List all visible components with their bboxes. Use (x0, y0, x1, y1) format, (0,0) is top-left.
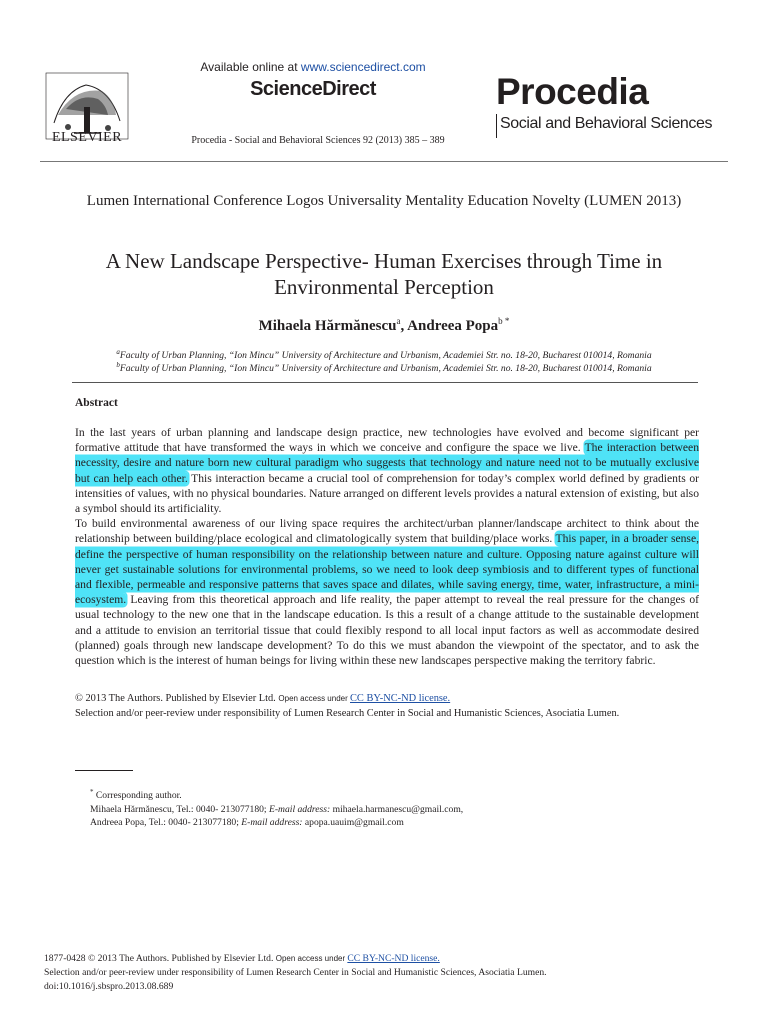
available-prefix: Available online at (200, 60, 301, 74)
affiliation-b-text: Faculty of Urban Planning, “Ion Mincu” University of Architecture and Urbanism, Academiei Str. no. 18-20, Bucharest 010014, Romania (119, 363, 652, 375)
abstract-p1-text-a: In the last years of urban planning and landscape design practice, new technologies have evolved and become significant per formative attitude that have transformed the ways in which we conceive and configure the space we live. (75, 426, 699, 455)
paper-title: A New Landscape Perspective- Human Exercises through Time in Environmental Perception (105, 249, 663, 299)
footnote-line-2-a: Andreea Popa, Tel.: 0040- 213077180; (90, 817, 242, 829)
abstract-p2-text-a: To build environmental awareness of our living space requires the architect/urban planner/landscape architect to think about the relationship between building/place ecological and climatologically system that building/place works. (75, 517, 699, 546)
footnote-divider (75, 770, 133, 771)
footnote-line-1-a: Mihaela Hărmănescu, Tel.: 0040- 213077180; (90, 803, 269, 815)
license-link[interactable]: CC BY-NC-ND license. (350, 693, 451, 704)
license-line (75, 692, 715, 707)
license-review: Selection and/or peer-review under responsibility of Lumen Research Center in Social and Humanistic Sciences, Asociatia Lumen. (75, 707, 620, 719)
conference-name: Lumen International Conference Logos Universality Mentality Education Novelty (LUMEN 2013) (86, 193, 682, 209)
license-copyright: © 2013 The Authors. Published by Elsevier Ltd. (75, 693, 279, 704)
footer-doi: doi:10.1016/j.sbspro.2013.08.689 (44, 980, 174, 992)
procedia-subtitle: Social and Behavioral Sciences (500, 115, 713, 132)
abstract-p1-highlight: The interaction between necessity, desire and nature born new cultural paradigm who suggests that technology and nature need not to be mutually exclusive but can help each other. (75, 441, 699, 485)
footnote-label-line (90, 786, 690, 803)
abstract-body (75, 425, 699, 668)
abstract-p2-text-b: Leaving from this theoretical approach and life reality, the paper attempt to reveal the real pressure for the changes of usual technology to the new one that in the landscape education. Is this a result of a change attitude to the sustainable development and a attitude to envision an territorial tissue that could flexibly respond to all local input factors as well as accommodate desired (planned) goals through new landscape development? To do this we must abandon the viewpoint of the spectator, and to ask the question which is the interest of human beings for living within these new landscapes perspective making the territory fabric. (75, 593, 699, 668)
sciencedirect-link[interactable]: www.sciencedirect.com (300, 60, 426, 74)
procedia-masthead (496, 72, 736, 134)
affiliation-b (60, 361, 708, 374)
affiliation-a (60, 348, 708, 361)
abstract-p1-text-b: This interaction became a crucial tool of comprehension for today’s complex world defined by gradients or intensities of values, with no physical boundaries. Nature arranged on different levels provides a natural extension of existing, but also a symbol should its artificiality. (75, 471, 699, 516)
header-divider (40, 161, 728, 162)
author-list (60, 316, 708, 335)
available-online (190, 60, 436, 74)
footer-issn: 1877-0428 © 2013 The Authors. Published by Elsevier Ltd. (44, 953, 276, 964)
abstract-paragraph-2 (75, 516, 699, 668)
journal-citation: Procedia - Social and Behavioral Sciences 92 (2013) 385 – 389 (191, 135, 445, 146)
affiliation-b-sup: b (116, 361, 120, 369)
footnote-line-1 (90, 803, 690, 817)
footer-review: Selection and/or peer-review under responsibility of Lumen Research Center in Social and Humanistic Sciences, Asociatia Lumen. (44, 966, 547, 978)
footnote-label: Corresponding author. (93, 790, 182, 802)
abstract-p2-highlight: This paper, in a broader sense, define the perspective of human responsibility on the relationship between nature and culture. Opposing nature against culture will never get sustainable solutions for environmental problems, so we need to look deep symbiosis and to different types of functional and flexible, permeable and responsive patterns that saves space and dilates, while saving energy, time, water, infrastructure, a mini-ecosystem. (75, 532, 699, 607)
footnote-line-1-em: E-mail address: (269, 803, 331, 815)
sciencedirect-brand: ScienceDirect (250, 78, 376, 100)
affiliation-a-sup: a (116, 348, 120, 356)
publisher-name: ELSEVIER (51, 130, 123, 145)
author-1: Mihaela Hărmănescu (258, 318, 397, 334)
page-footer (44, 952, 724, 993)
footer-open-access: Open access under (275, 954, 348, 963)
affiliation-a-text: Faculty of Urban Planning, “Ion Mincu” University of Architecture and Urbanism, Academiei Str. no. 18-20, Bucharest 010014, Romania (119, 350, 652, 362)
author-2: Andreea Popa (407, 318, 499, 334)
footnote-line-1-b: mihaela.harmanescu@gmail.com, (330, 803, 464, 815)
footnote-star: * (90, 788, 94, 796)
author-2-sup: b * (498, 316, 510, 326)
footnote-line-2 (90, 816, 690, 830)
footer-license-link[interactable]: CC BY-NC-ND license. (347, 953, 440, 964)
author-separator: , (400, 318, 408, 334)
procedia-rule (496, 114, 501, 138)
license-notice (75, 692, 715, 721)
footer-issn-line (44, 952, 724, 966)
affiliation-divider (72, 382, 698, 383)
license-open-access: Open access under (278, 694, 350, 703)
footnote-line-2-b: apopa.uauim@gmail.com (302, 817, 404, 829)
footnote-line-2-em: E-mail address: (241, 817, 303, 829)
procedia-title: Procedia (496, 71, 649, 112)
author-1-sup: a (396, 316, 401, 326)
corresponding-author-footnote (90, 786, 690, 830)
abstract-heading: Abstract (75, 397, 118, 409)
abstract-paragraph-1 (75, 425, 699, 516)
